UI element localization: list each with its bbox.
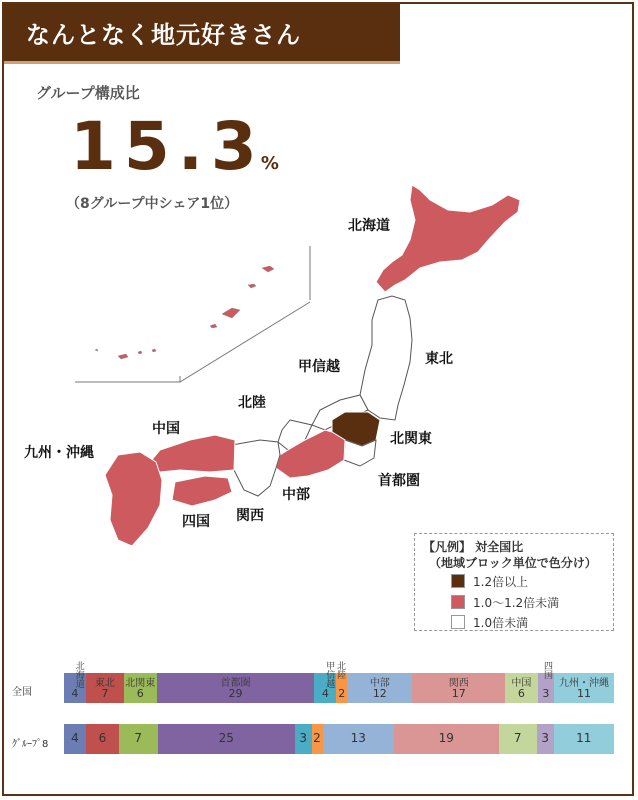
- segment-value: 11: [576, 687, 591, 700]
- bar-segment: [86, 724, 119, 754]
- row-label-group8: ｸﾞﾙｰﾌﾟ8: [12, 739, 49, 750]
- bar-segment: [158, 724, 296, 754]
- segment-name: 九州・沖縄: [558, 678, 609, 689]
- legend-label: 1.0倍未満: [473, 615, 529, 630]
- segment-name: 北関東: [125, 678, 156, 689]
- bar-segment: [314, 661, 336, 703]
- row-label-national: 全国: [12, 687, 32, 698]
- segment-value: 3: [541, 731, 550, 745]
- segment-name: 四国: [542, 661, 553, 679]
- segment-name: 北陸: [335, 661, 346, 679]
- segment-value: 6: [98, 731, 107, 745]
- bar-segment: [335, 661, 347, 703]
- segment-value: 3: [542, 687, 550, 700]
- share-number: 15.3: [70, 108, 265, 185]
- label-shikoku: 四国: [182, 514, 210, 530]
- segment-name: 首都圏: [220, 678, 251, 689]
- segment-value: 12: [372, 687, 387, 700]
- bar-segment: [554, 673, 614, 703]
- label-kyushu: 九州・沖縄: [24, 445, 94, 461]
- segment-value: 7: [134, 731, 143, 745]
- legend-subtitle: （地域ブロック単位で色分け）: [429, 556, 597, 570]
- segment-name: 中国: [511, 678, 532, 689]
- segment-name: 中部: [369, 678, 390, 689]
- bar-segment: [124, 673, 157, 703]
- segment-name: 甲信越: [324, 661, 335, 688]
- region-shikoku: [172, 476, 232, 506]
- segment-value: 29: [228, 687, 243, 700]
- segment-name: 関西: [448, 678, 469, 689]
- segment-value: 6: [136, 687, 144, 700]
- segment-value: 11: [576, 731, 592, 745]
- bar-segment: [394, 724, 499, 754]
- page-title: なんとなく地元好きさん: [26, 21, 301, 49]
- region-tohoku: [360, 296, 412, 420]
- bar-segment: [347, 673, 412, 703]
- bar-segment: [86, 673, 124, 703]
- label-chubu: 中部: [282, 487, 310, 503]
- region-kansai: [232, 440, 280, 496]
- okinawa-inset-border: [75, 246, 310, 382]
- label-kitakanto: 北関東: [390, 431, 432, 447]
- region-chugoku: [150, 435, 235, 472]
- legend-item: [451, 595, 559, 609]
- segment-value: 4: [71, 731, 79, 745]
- bar-segment: [537, 724, 554, 754]
- stacked-bar-national: [64, 661, 614, 703]
- bar-segment: [505, 673, 538, 703]
- share-unit: %: [260, 153, 279, 174]
- legend-swatch: [451, 595, 465, 609]
- bar-segment: [295, 724, 312, 754]
- legend-item: [451, 615, 528, 629]
- bar-segment: [119, 724, 158, 754]
- label-koshinetsu: 甲信越: [298, 359, 340, 375]
- segment-value: 4: [321, 687, 329, 700]
- region-hokkaido: [376, 185, 520, 292]
- ratio-label: グループ構成比: [36, 84, 140, 102]
- region-kyushu: [105, 452, 162, 546]
- segment-value: 6: [517, 687, 525, 700]
- okinawa-inset-diagonal: [180, 302, 310, 382]
- rank-note: （8グループ中シェア1位）: [66, 196, 239, 212]
- segment-value: 19: [438, 731, 454, 745]
- segment-value: 4: [71, 687, 79, 700]
- segment-value: 2: [338, 687, 346, 700]
- legend-swatch: [451, 574, 465, 588]
- bar-segment: [538, 661, 554, 703]
- bar-segment: [554, 724, 615, 754]
- bar-segment: [157, 673, 315, 703]
- legend-title: 【凡例】 対全国比: [423, 540, 524, 554]
- label-hokuriku: 北陸: [238, 395, 266, 411]
- segment-value: 7: [513, 731, 522, 745]
- bar-segment: [64, 724, 86, 754]
- legend-label: 1.2倍以上: [473, 574, 529, 589]
- segment-value: 25: [218, 731, 234, 745]
- legend-swatch: [451, 615, 465, 629]
- segment-name: 東北: [94, 678, 115, 689]
- label-shutoken: 首都圏: [378, 473, 420, 489]
- bar-segment: [64, 661, 86, 703]
- segment-name: 北海道: [73, 661, 84, 688]
- segment-value: 2: [313, 731, 321, 745]
- label-tohoku: 東北: [425, 351, 453, 367]
- okinawa-islands: [95, 266, 274, 359]
- segment-value: 7: [101, 687, 109, 700]
- label-kansai: 関西: [236, 508, 264, 524]
- legend-label: 1.0～1.2倍未満: [473, 595, 560, 610]
- legend-item: [451, 574, 528, 588]
- label-chugoku: 中国: [152, 421, 180, 437]
- segment-value: 13: [350, 731, 366, 745]
- label-hokkaido: 北海道: [348, 218, 390, 234]
- bar-segment: [412, 673, 505, 703]
- bar-segment: [312, 724, 323, 754]
- segment-value: 3: [299, 731, 308, 745]
- segment-value: 17: [451, 687, 466, 700]
- bar-segment: [499, 724, 538, 754]
- bar-segment: [323, 724, 395, 754]
- stacked-bar-group8: [64, 724, 614, 754]
- map-legend: [414, 533, 614, 631]
